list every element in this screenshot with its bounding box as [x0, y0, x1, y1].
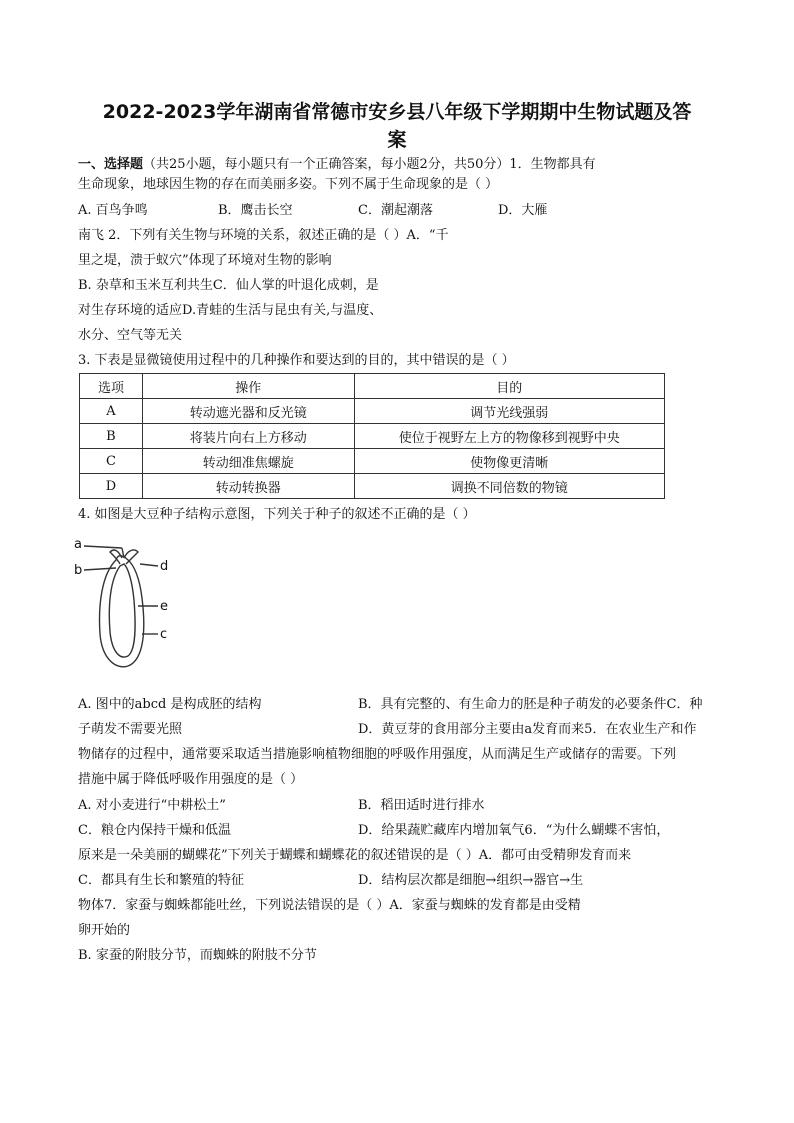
table-cell: B: [80, 424, 143, 449]
document-title: [60, 98, 734, 154]
q4-option-a: A. 图中的abcd 是构成胚的结构: [78, 697, 262, 712]
label-d: d: [160, 559, 169, 574]
section-note: （共25小题，每小题只有一个正确答案，每小题2分，共50分）1．生物都具有: [143, 157, 596, 172]
q5-option-d: D．给果蔬贮藏库内增加氧气6．“为什么蝴蝶不害怕，: [358, 823, 670, 838]
label-e: e: [160, 599, 168, 614]
q4-option-b: B．具有完整的、有生命力的胚是种子萌发的必要条件C．种: [358, 697, 703, 712]
microscope-table: [79, 373, 665, 499]
label-c: c: [160, 627, 168, 642]
q1-option-a: A. 百鸟争鸣: [78, 203, 148, 218]
table-row: [80, 449, 665, 474]
label-a: a: [74, 537, 82, 552]
q4-option-d: D．黄豆芽的食用部分主要由a发育而来5．在农业生产和作: [358, 722, 697, 737]
table-cell: D: [80, 474, 143, 499]
table-cell: 使位于视野左上方的物像移到视野中央: [354, 424, 664, 449]
q7-option-b: B. 家蚕的附肢分节，而蜘蛛的附肢不分节: [78, 948, 317, 963]
q6-line-1: 原来是一朵美丽的蝴蝶花”下列关于蝴蝶和蝴蝶花的叙述错误的是（ ）A．都可由受精卵发育而来: [78, 848, 632, 863]
seed-coat-outline: [100, 556, 144, 667]
cotyledon-outline: [109, 564, 135, 657]
table-cell: 调节光线强弱: [354, 399, 664, 424]
section-heading: 一、选择题: [78, 157, 144, 172]
table-row: [80, 474, 665, 499]
table-header-row: [80, 374, 665, 399]
q6-option-c: C．都具有生长和繁殖的特征: [78, 873, 244, 888]
title-line-2: 案: [387, 129, 407, 151]
q2-line-1: 南飞 2．下列有关生物与环境的关系，叙述正确的是（ ）A．“千: [78, 228, 449, 243]
q4-stem: 4. 如图是大豆种子结构示意图，下列关于种子的叙述不正确的是（ ）: [78, 507, 476, 522]
q5-option-c: C．粮仓内保持干燥和低温: [78, 823, 231, 838]
q5-line-2: 措施中属于降低呼吸作用强度的是（ ）: [78, 772, 304, 787]
title-line-1: 2022-2023学年湖南省常德市安乡县八年级下学期期中生物试题及答: [102, 101, 692, 123]
soybean-seed-diagram: [72, 534, 192, 674]
q2-line-5: 水分、空气等无关: [78, 328, 183, 343]
table-cell: 调换不同倍数的物镜: [354, 474, 664, 499]
q2-line-2: 里之堤，溃于蚁穴”体现了环境对生物的影响: [78, 253, 332, 268]
q1-option-b: B．鹰击长空: [218, 203, 293, 218]
q5-option-b: B．稻田适时进行排水: [358, 798, 485, 813]
plumule: [124, 550, 138, 564]
q1-option-c: C．潮起潮落: [358, 203, 433, 218]
table-cell: C: [80, 449, 143, 474]
table-cell: 转动遮光器和反光镜: [142, 399, 354, 424]
q5-option-a: A. 对小麦进行“中耕松土”: [78, 798, 226, 813]
radicle: [110, 550, 122, 564]
table-cell: A: [80, 399, 143, 424]
table-row: [80, 399, 665, 424]
table-header: 选项: [80, 374, 143, 399]
q1-option-d: D．大雁: [498, 203, 548, 218]
table-header: 目的: [354, 374, 664, 399]
label-b: b: [74, 563, 83, 578]
q7-line-1: 物体7．家蚕与蜘蛛都能吐丝，下列说法错误的是（ ）A．家蚕与蜘蛛的发育都是由受精: [78, 898, 581, 913]
q5-line-1: 物储存的过程中，通常要采取适当措施影响植物细胞的呼吸作用强度，从而满足生产或储存的需要。下列: [78, 747, 677, 762]
q1-stem: 生命现象，地球因生物的存在而美丽多姿。下列不属于生命现象的是（ ）: [78, 177, 499, 192]
table-header: 操作: [142, 374, 354, 399]
q7-line-2: 卵开始的: [78, 923, 131, 938]
section-intro: [78, 156, 596, 174]
table-cell: 转动转换器: [142, 474, 354, 499]
table-row: [80, 424, 665, 449]
table-cell: 将装片向右上方移动: [142, 424, 354, 449]
q2-line-3: B. 杂草和玉米互利共生C．仙人掌的叶退化成刺，是: [78, 278, 379, 293]
q6-option-d: D．结构层次都是细胞→组织→器官→生: [358, 873, 584, 888]
q4-option-c: 子萌发不需要光照: [78, 722, 183, 737]
q2-line-4: 对生存环境的适应D.青蛙的生活与昆虫有关,与温度、: [78, 303, 383, 318]
table-cell: 使物像更清晰: [354, 449, 664, 474]
q3-stem: 3. 下表是显微镜使用过程中的几种操作和要达到的目的，其中错误的是（ ）: [78, 353, 515, 368]
table-cell: 转动细准焦螺旋: [142, 449, 354, 474]
